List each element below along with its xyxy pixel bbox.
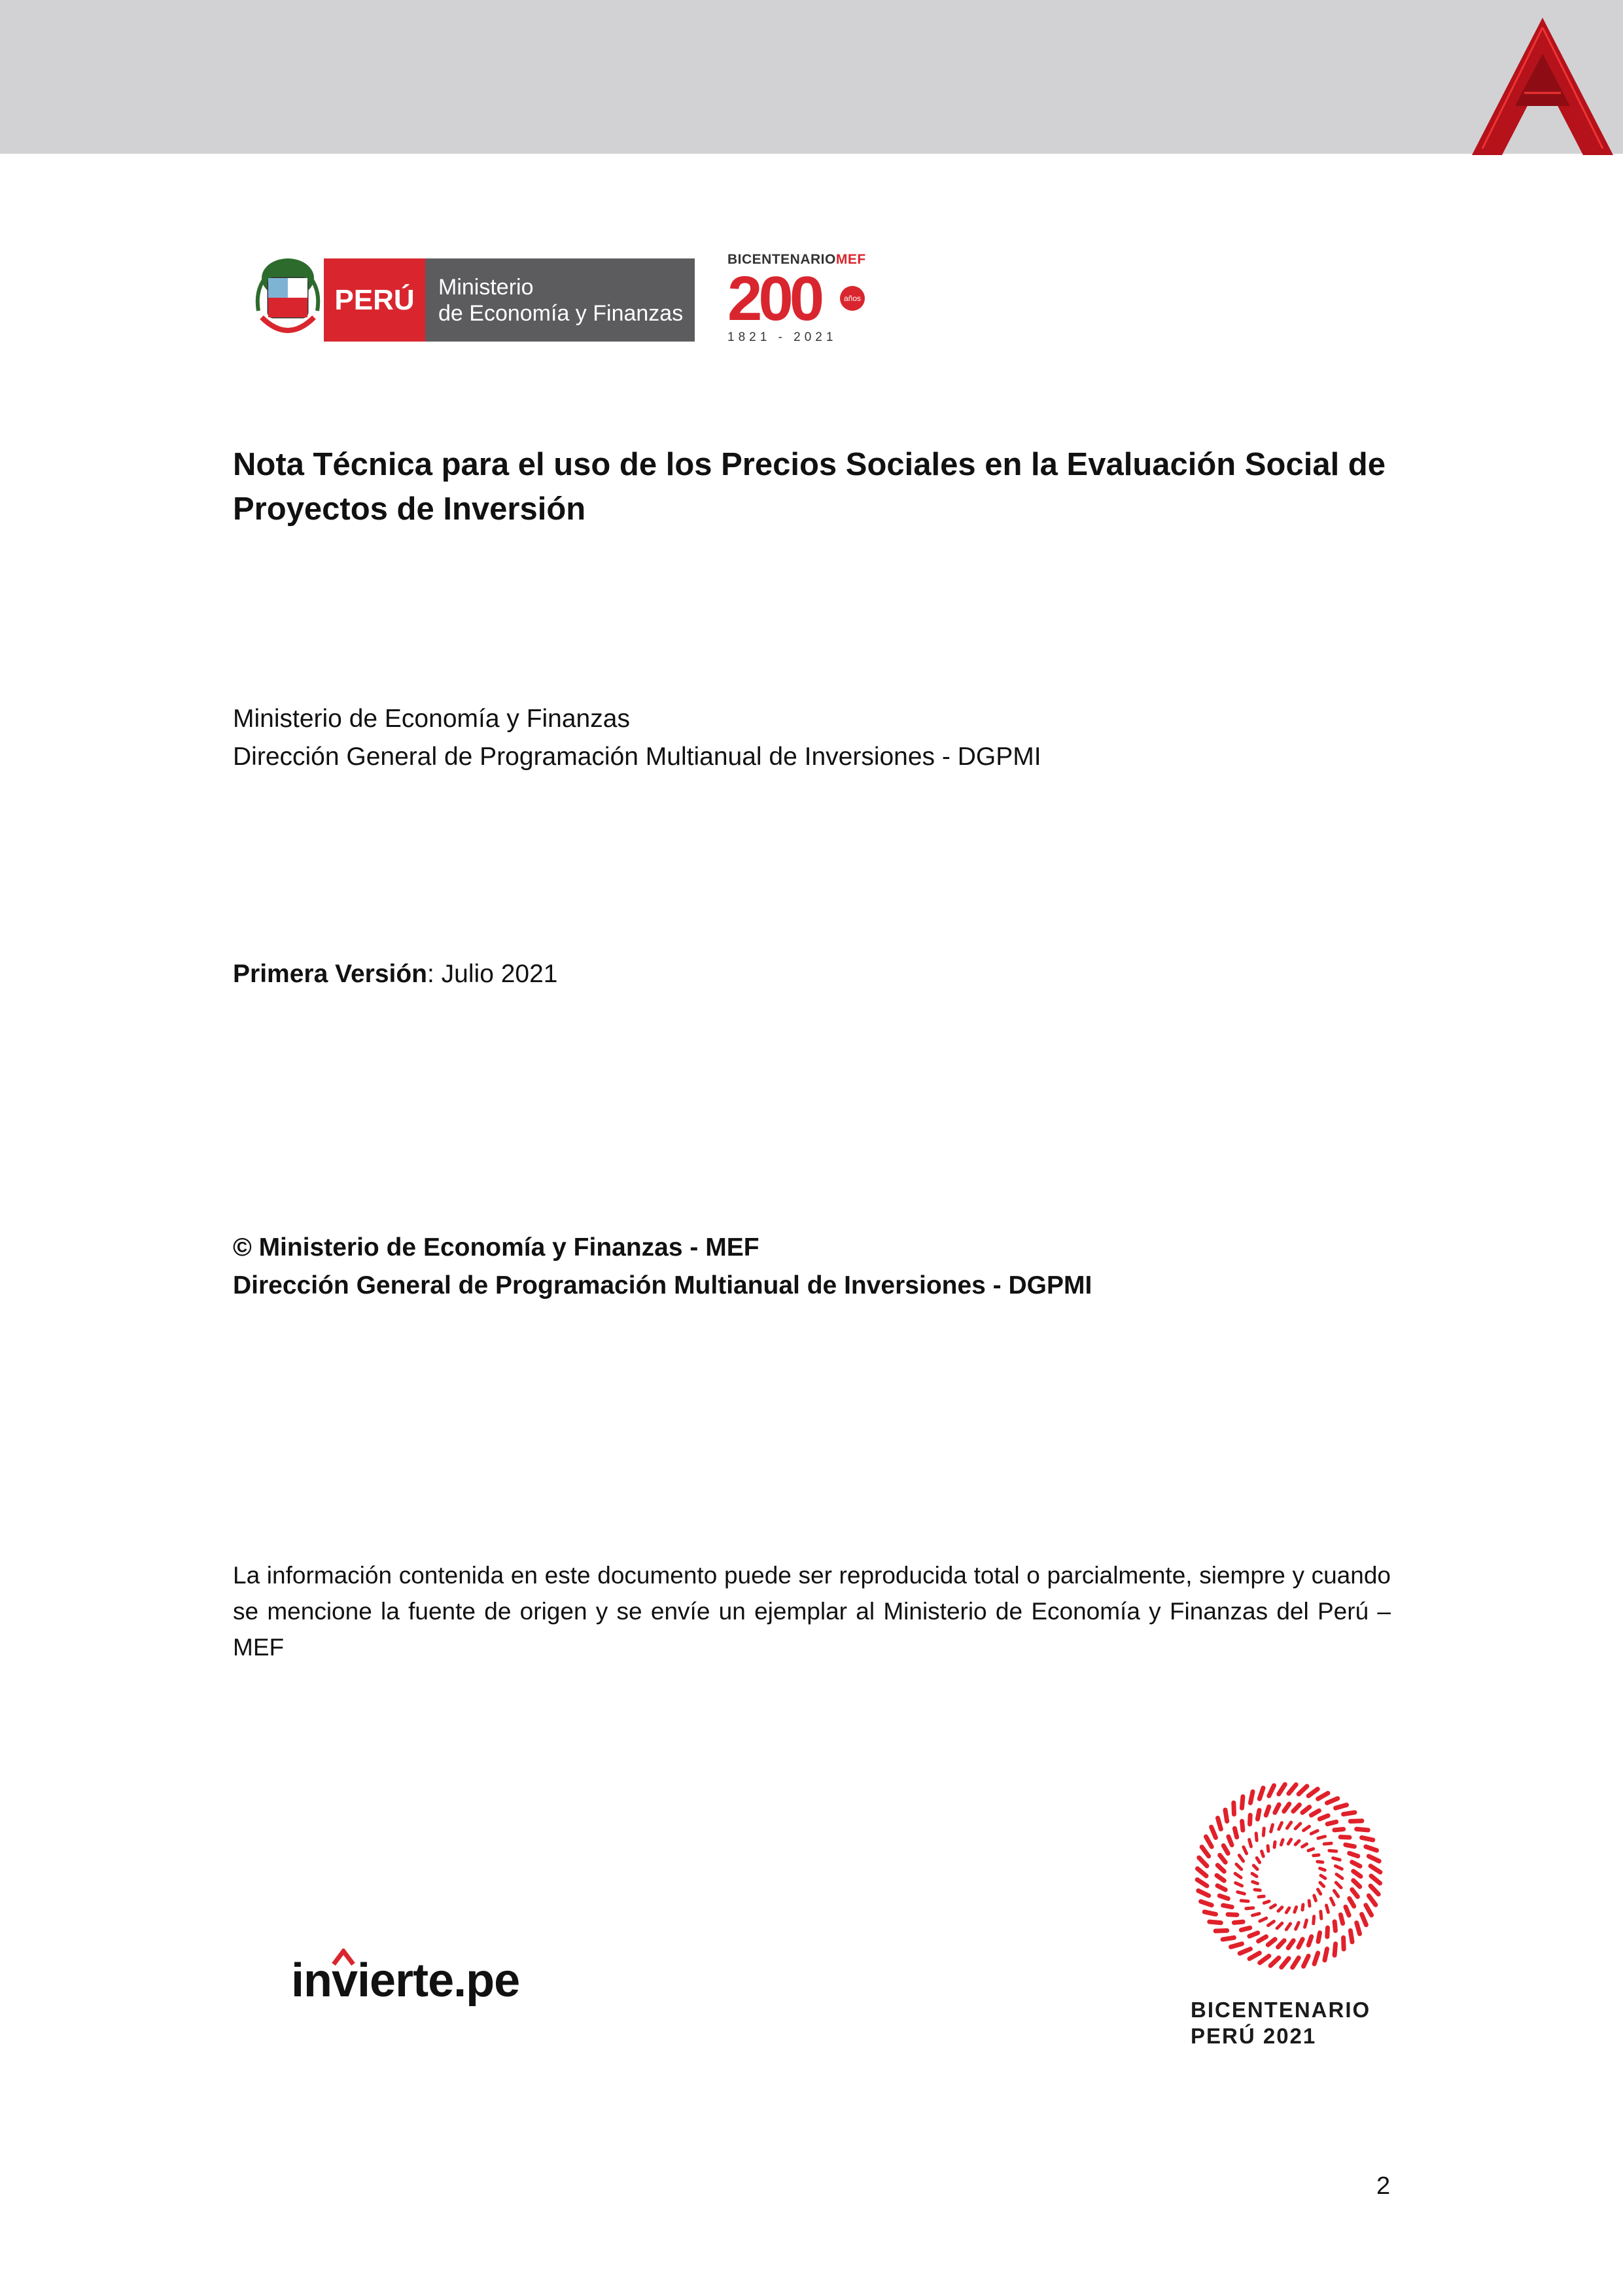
- reproduction-notice: La información contenida en este documento puede ser reproducida total o parcialmente, siempre y cuando se mencione la fuente de origen y se envíe un ejemplar al Ministerio de Economía y Finanzas del Perú – MEF: [233, 1562, 1391, 1661]
- header-band: [0, 0, 1623, 154]
- sun-ray: [1344, 1812, 1355, 1814]
- sun-ray: [1302, 1844, 1307, 1846]
- version-line: [233, 960, 557, 989]
- sun-ray: [1210, 1922, 1221, 1923]
- document-title: [233, 442, 1397, 531]
- sun-ray: [1357, 1923, 1360, 1934]
- bicentenario-line2: PERÚ 2021: [1191, 2024, 1317, 2048]
- sun-ray: [1293, 1805, 1300, 1811]
- sun-ray: [1259, 1896, 1264, 1897]
- sun-ray: [1350, 1898, 1354, 1906]
- sun-ray: [1318, 1933, 1320, 1942]
- sun-ray: [1346, 1845, 1355, 1846]
- sun-ray: [1327, 1799, 1338, 1803]
- sun-ray: [1223, 1937, 1234, 1939]
- sun-ray: [1335, 1829, 1344, 1830]
- sun-ray: [1295, 1824, 1300, 1829]
- sun-ray: [1278, 1941, 1285, 1947]
- sun-ray: [1352, 1890, 1358, 1897]
- sun-ray: [1235, 1873, 1241, 1877]
- sun-ray: [1268, 1921, 1274, 1925]
- sun-ray: [1311, 1810, 1319, 1815]
- sun-ray: [1318, 1890, 1320, 1894]
- org-line1: Ministerio de Economía y Finanzas: [233, 705, 630, 733]
- sun-ray: [1304, 1826, 1310, 1830]
- copyright-block: [233, 1229, 1092, 1305]
- sun-ray: [1201, 1901, 1212, 1905]
- version-label: Primera Versión: [233, 960, 427, 988]
- sun-ray: [1366, 1905, 1372, 1915]
- sun-ray: [1299, 1786, 1307, 1794]
- sun-ray: [1231, 1944, 1242, 1947]
- sun-ray: [1271, 1825, 1273, 1832]
- sun-ray: [1246, 1908, 1253, 1909]
- sun-ray: [1264, 1901, 1269, 1903]
- sun-ray: [1274, 1842, 1275, 1847]
- sun-ray: [1250, 1815, 1251, 1824]
- sun-ray: [1350, 1821, 1362, 1822]
- sun-ray: [1281, 1840, 1283, 1845]
- sun-ray: [1327, 1905, 1329, 1913]
- sun-ray: [1311, 1831, 1318, 1834]
- sun-ray: [1353, 1881, 1360, 1887]
- bicentenario-anos: años: [840, 286, 865, 311]
- sun-ray: [1238, 1892, 1245, 1894]
- sun-ray: [1262, 1851, 1264, 1856]
- sun-ray: [1260, 1956, 1269, 1962]
- sun-ray: [1223, 1905, 1232, 1907]
- sun-ray: [1353, 1871, 1361, 1877]
- sun-ray: [1305, 1920, 1307, 1928]
- invierte-pe-logo: [291, 1949, 553, 2021]
- bicentenario-200: 200: [727, 264, 821, 334]
- sun-ray: [1236, 1883, 1242, 1886]
- sun-ray: [1249, 1840, 1251, 1847]
- sun-ray: [1352, 1862, 1360, 1866]
- sun-ray: [1318, 1793, 1328, 1799]
- sun-ray: [1217, 1865, 1224, 1872]
- peru-label: PERÚ: [324, 258, 425, 342]
- sun-ray: [1308, 1937, 1311, 1945]
- sun-ray: [1197, 1869, 1206, 1876]
- sun-ray: [1314, 1855, 1319, 1856]
- sun-ray: [1198, 1891, 1209, 1896]
- sun-ray: [1259, 1937, 1266, 1941]
- sun-ray: [1304, 1956, 1309, 1966]
- sun-ray: [1308, 1849, 1314, 1851]
- sun-ray: [1331, 1898, 1334, 1905]
- sun-ray: [1350, 1853, 1358, 1856]
- sun-ray: [1287, 1822, 1291, 1828]
- sun-ray: [1288, 1839, 1291, 1844]
- sun-ray: [1289, 1784, 1296, 1793]
- sun-ray: [1253, 1914, 1260, 1916]
- sun-ray: [1269, 1786, 1274, 1796]
- peru-coat-of-arms-icon: [252, 252, 324, 345]
- sun-ray: [1295, 1841, 1299, 1845]
- sun-ray: [1204, 1912, 1215, 1915]
- sun-ray: [1336, 1874, 1342, 1878]
- sun-ray: [1253, 1882, 1258, 1884]
- sun-ray: [1320, 1868, 1325, 1870]
- sun-ray: [1279, 1784, 1285, 1794]
- invierte-pe-text: invierte.pe: [291, 1954, 520, 2007]
- sun-ray: [1370, 1886, 1378, 1894]
- sun-ray: [1366, 1846, 1377, 1850]
- sun-ray: [1302, 1807, 1310, 1813]
- ministry-line2: de Economía y Finanzas: [438, 300, 684, 326]
- sun-ray: [1241, 1928, 1249, 1930]
- sun-ray: [1318, 1837, 1325, 1839]
- title-line1: Nota Técnica para el uso de los Precios Sociales en la Evaluación Social de: [233, 447, 1386, 482]
- sun-ray: [1225, 1810, 1227, 1821]
- sun-ray: [1270, 1958, 1279, 1966]
- bicentenario-mef-brand: MEF: [835, 252, 866, 267]
- bicentenario-peru-label: [1191, 1997, 1370, 2049]
- sun-ray: [1259, 1788, 1263, 1799]
- sun-ray: [1263, 1828, 1264, 1835]
- sun-ray: [1239, 1856, 1243, 1862]
- sun-ray: [1296, 1922, 1299, 1929]
- sun-ray: [1278, 1907, 1282, 1911]
- bicentenario-mef-label: BICENTENARIO: [727, 252, 836, 267]
- sun-ray: [1302, 1905, 1303, 1910]
- sun-ray: [1229, 1837, 1232, 1845]
- sun-ray: [1257, 1810, 1259, 1820]
- sun-ray: [1236, 1864, 1242, 1869]
- sun-ray: [1253, 1865, 1257, 1869]
- sun-ray: [1309, 1901, 1310, 1906]
- sun-ray: [1218, 1818, 1221, 1829]
- sun-ray: [1308, 1789, 1318, 1795]
- sun-ray: [1370, 1866, 1380, 1872]
- sun-ray: [1270, 1905, 1275, 1907]
- bicentenario-years: 1821 - 2021: [727, 330, 837, 344]
- sun-ray: [1217, 1886, 1225, 1890]
- sun-ray: [1249, 1953, 1259, 1959]
- sun-ray: [1282, 1958, 1289, 1968]
- org-line2: Dirección General de Programación Multianual de Inversiones - DGPMI: [233, 743, 1041, 771]
- sun-ray: [1286, 1924, 1290, 1930]
- sun-ray: [1321, 1875, 1325, 1878]
- sun-ray: [1334, 1891, 1338, 1897]
- sun-ray: [1250, 1792, 1253, 1803]
- sun-ray: [1242, 1821, 1243, 1830]
- sun-ray: [1240, 1949, 1250, 1954]
- sun-ray: [1357, 1829, 1369, 1830]
- sun-ray: [1335, 1866, 1342, 1869]
- copyright-line1: © Ministerio de Economía y Finanzas - MEF: [233, 1233, 759, 1262]
- sun-ray: [1350, 1931, 1352, 1942]
- bicentenario-sun-icon: [1187, 1775, 1390, 1977]
- bicentenario-peru-logo: [1187, 1775, 1397, 2049]
- sun-ray: [1215, 1931, 1227, 1932]
- sun-ray: [1244, 1847, 1247, 1854]
- sun-ray: [1362, 1915, 1367, 1925]
- sun-ray: [1256, 1833, 1257, 1841]
- sun-ray: [1219, 1896, 1228, 1898]
- sun-ray: [1325, 1949, 1327, 1960]
- sun-ray: [1327, 1822, 1336, 1824]
- organization-block: [233, 700, 1041, 776]
- sun-ray: [1217, 1875, 1224, 1881]
- sun-ray: [1284, 1804, 1289, 1811]
- sun-ray: [1324, 1843, 1331, 1844]
- ministry-line1: Ministerio: [438, 274, 534, 300]
- sun-ray: [1197, 1880, 1207, 1886]
- sun-ray: [1335, 1944, 1336, 1956]
- sun-ray: [1319, 1816, 1328, 1819]
- sun-ray: [1279, 1823, 1282, 1829]
- version-value: : Julio 2021: [427, 960, 558, 988]
- corner-chevron-logo-icon: [1472, 14, 1613, 155]
- sun-ray: [1299, 1939, 1302, 1947]
- sun-ray: [1329, 1850, 1336, 1851]
- sun-ray: [1369, 1856, 1379, 1862]
- bicentenario-line1: BICENTENARIO: [1191, 1998, 1371, 2022]
- sun-ray: [1252, 1873, 1257, 1876]
- sun-ray: [1320, 1882, 1324, 1886]
- bicentenario-mef-logo: [727, 252, 884, 350]
- sun-ray: [1212, 1827, 1216, 1837]
- ministry-label: [425, 258, 695, 342]
- sun-ray: [1288, 1941, 1293, 1948]
- sun-ray: [1295, 1907, 1297, 1913]
- sun-ray: [1249, 1933, 1258, 1936]
- sun-ray: [1327, 1928, 1328, 1937]
- sun-ray: [1336, 1805, 1347, 1809]
- sun-ray: [1199, 1858, 1207, 1866]
- sun-ray: [1277, 1923, 1282, 1928]
- sun-ray: [1333, 1858, 1340, 1860]
- sun-ray: [1340, 1915, 1342, 1923]
- copyright-line2: Dirección General de Programación Multianual de Inversiones - DGPMI: [233, 1271, 1092, 1299]
- sun-ray: [1206, 1837, 1212, 1846]
- sun-ray: [1346, 1907, 1349, 1915]
- sun-ray: [1257, 1858, 1259, 1862]
- sun-ray: [1293, 1958, 1299, 1968]
- sun-ray: [1220, 1855, 1226, 1862]
- sun-ray: [1336, 1882, 1341, 1888]
- sun-ray: [1340, 1837, 1350, 1838]
- sun-ray: [1242, 1797, 1243, 1809]
- title-line2: Proyectos de Inversión: [233, 491, 586, 527]
- sun-ray: [1371, 1876, 1380, 1883]
- sun-ray: [1286, 1908, 1289, 1913]
- sun-ray: [1202, 1847, 1208, 1856]
- sun-ray: [1234, 1828, 1236, 1837]
- sun-ray: [1268, 1939, 1275, 1945]
- page-number: 2: [1376, 2172, 1391, 2200]
- sun-ray: [1260, 1918, 1266, 1921]
- sun-ray: [1266, 1807, 1268, 1815]
- sun-ray: [1369, 1896, 1375, 1905]
- sun-ray: [1275, 1805, 1279, 1812]
- sun-ray: [1362, 1837, 1373, 1840]
- sun-ray: [1314, 1896, 1316, 1901]
- sun-ray: [1314, 1953, 1318, 1964]
- sun-ray: [1223, 1846, 1228, 1854]
